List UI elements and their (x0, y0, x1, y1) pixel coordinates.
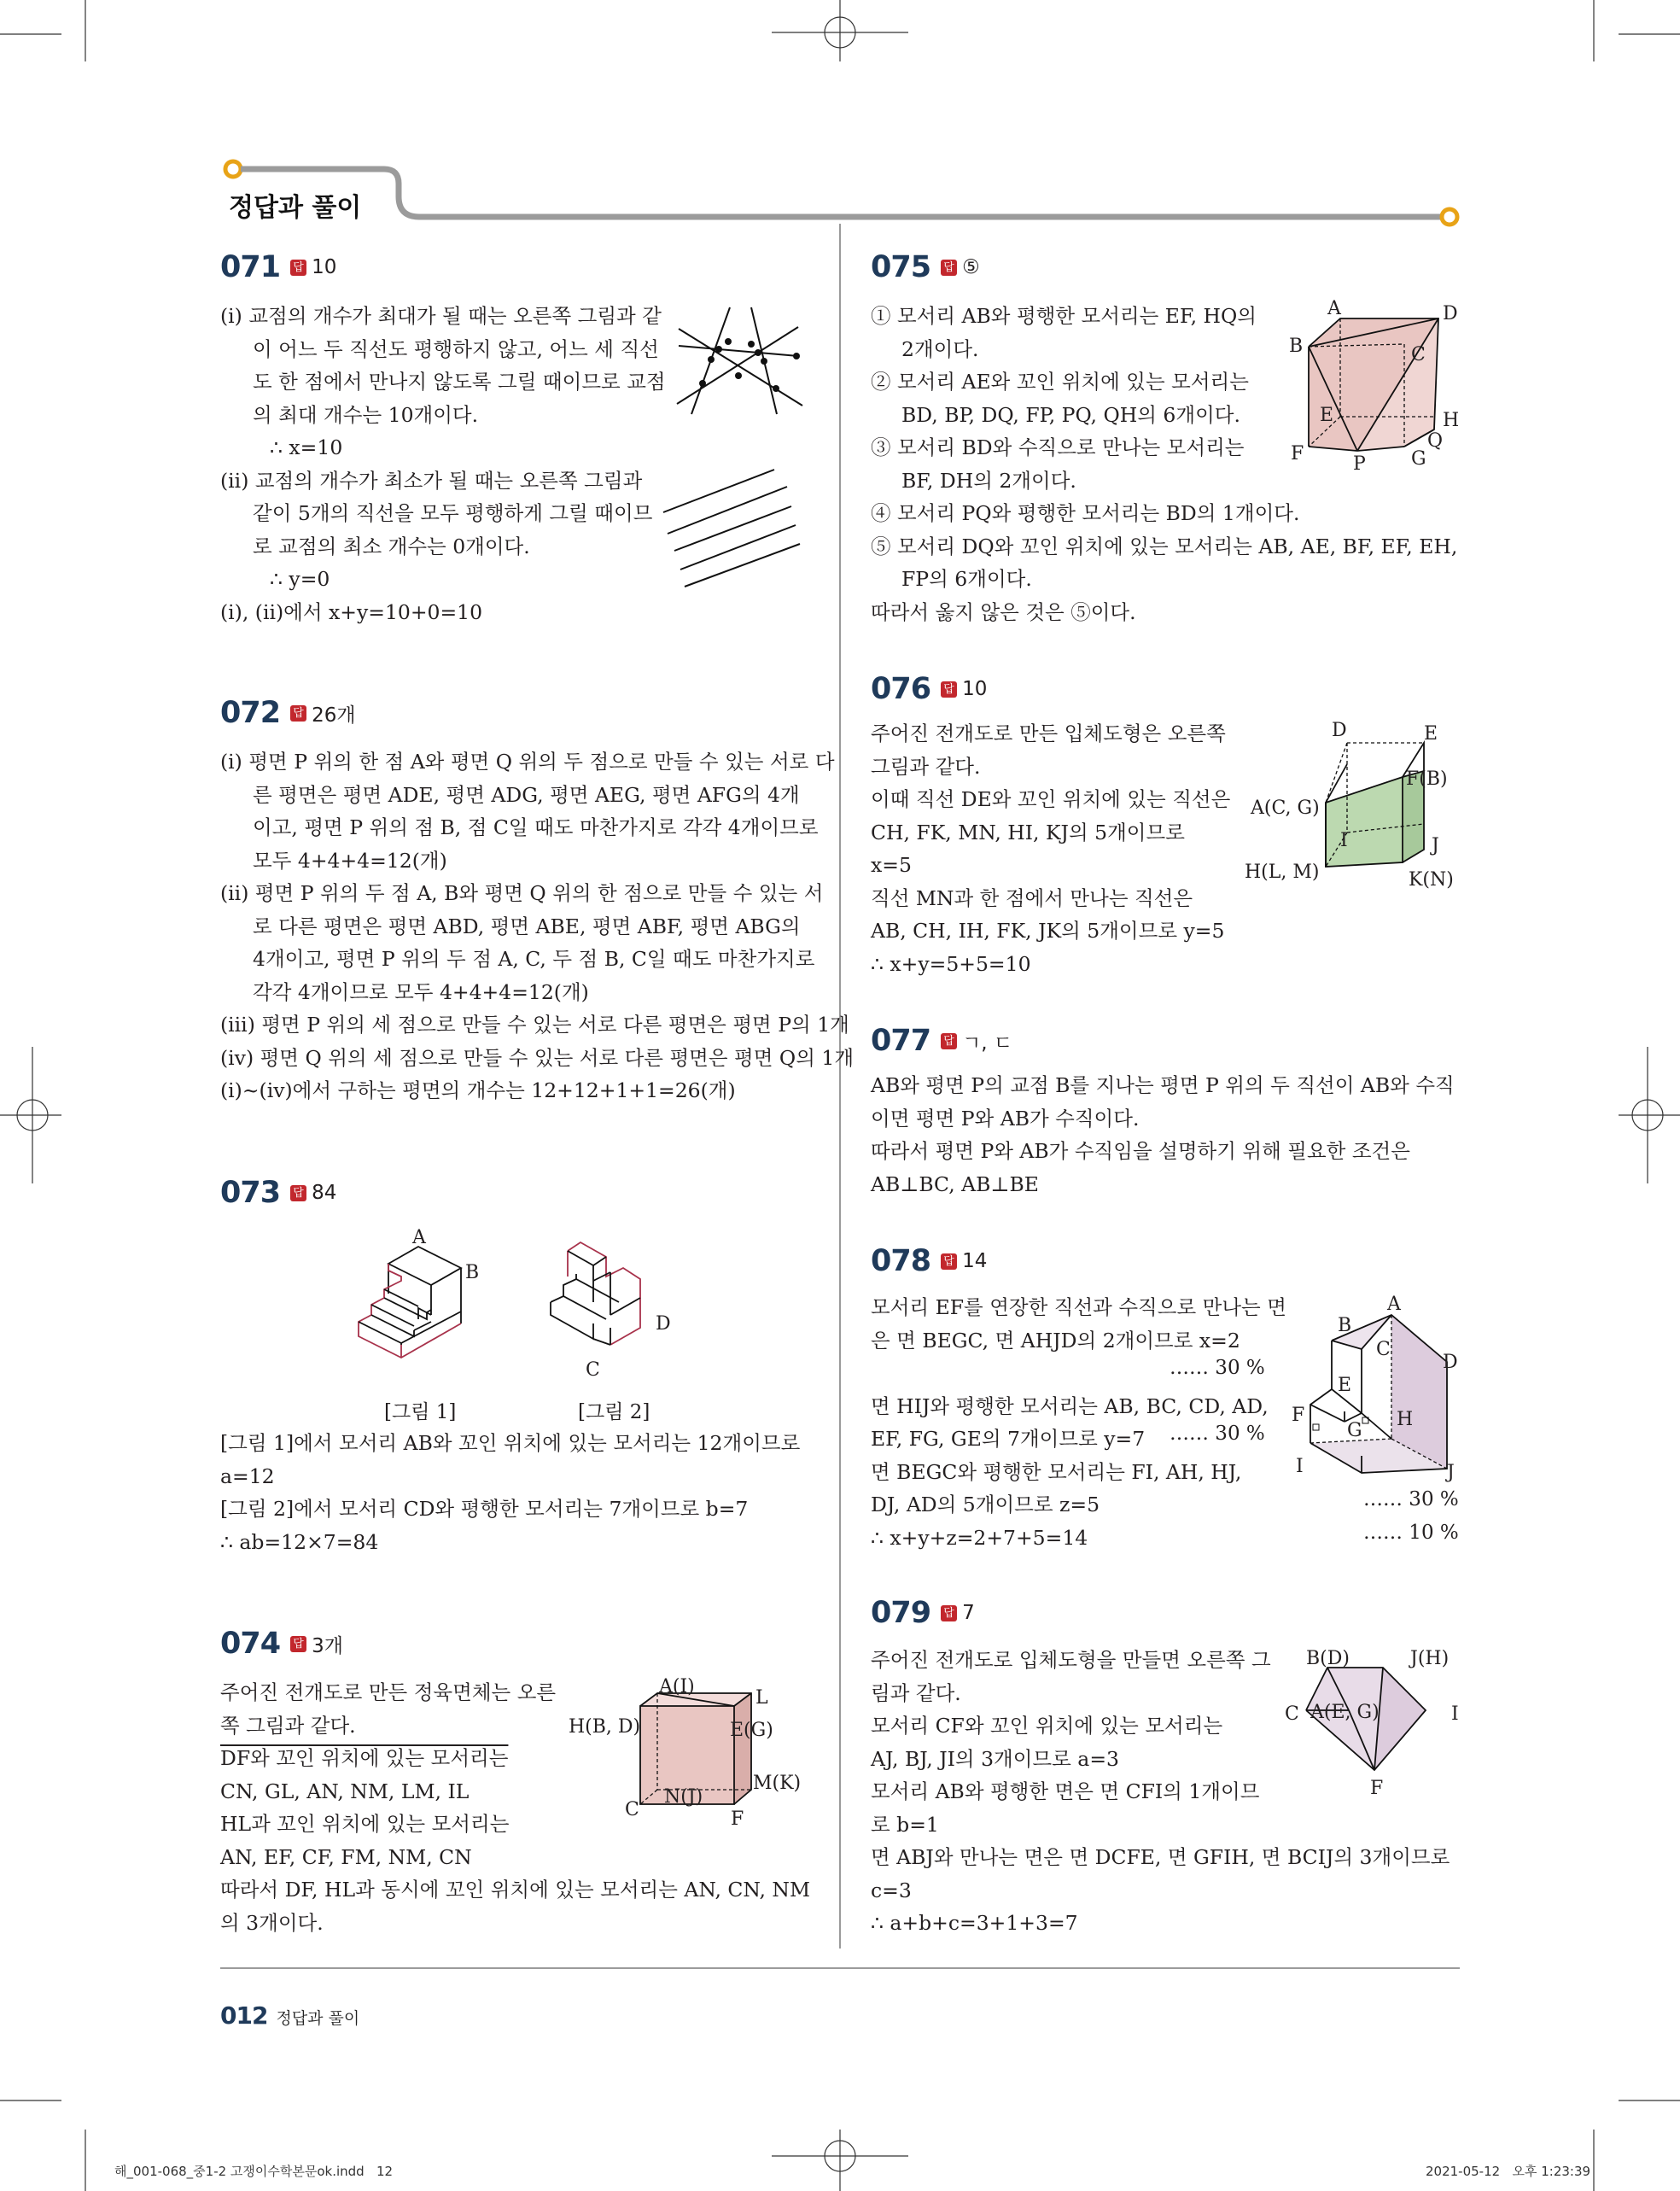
q078-answer: 14 (962, 1250, 988, 1272)
text-line: 은 면 BEGC, 면 AHJD의 2개이므로 x=2 (871, 1328, 1240, 1353)
q076-label-e: E (1424, 723, 1438, 745)
text-line: ④ 모서리 PQ와 평행한 모서리는 BD의 1개이다. (871, 501, 1300, 525)
text-line: [그림 2]에서 모서리 CD와 평행한 모서리는 7개이므로 b=7 (220, 1497, 749, 1521)
answer-badge: 답 (941, 1033, 957, 1049)
q077-answer: ㄱ, ㄷ (962, 1031, 1013, 1055)
q078-label-i: I (1296, 1456, 1304, 1477)
q074-label-mk: M(K) (753, 1773, 802, 1794)
text-line: 면 HIJ와 평행한 모서리는 AB, BC, CD, AD, (871, 1393, 1269, 1418)
q071-number: 071 (220, 250, 281, 284)
text-line: AJ, BJ, JI의 3개이므로 a=3 (871, 1746, 1119, 1771)
text-line: c=3 (871, 1878, 912, 1902)
q079-solid-figure (1302, 1663, 1447, 1783)
q074-label-nj: N(J) (664, 1786, 703, 1808)
q076-header (871, 670, 987, 708)
q079-label-i: I (1451, 1703, 1459, 1725)
text-line: (ⅰ) 평면 P 위의 한 점 A와 평면 Q 위의 두 점으로 만들 수 있는 서로 다 (220, 750, 835, 774)
page-footer-label: 정답과 풀이 (276, 2009, 360, 2028)
answer-badge: 답 (290, 1636, 306, 1652)
q073-body (220, 1427, 800, 1558)
text-line: CN, GL, AN, NM, LM, IL (220, 1779, 470, 1803)
text-line: ③ 모서리 BD와 수직으로 만나는 모서리는 (871, 435, 1245, 459)
text-line: DF와 꼬인 위치에 있는 모서리는 (220, 1746, 509, 1770)
q078-solid-figure (1306, 1311, 1451, 1477)
q073-figure-1 (354, 1230, 499, 1375)
q078-score-1: …… 30 % (1170, 1357, 1265, 1379)
text-line: 각각 4개이므로 모두 4+4+4=12(개) (253, 979, 589, 1004)
text-line: 같이 5개의 직선을 모두 평행하게 그릴 때이므 (253, 501, 653, 525)
answer-badge: 답 (941, 1605, 957, 1621)
q075-label-b: B (1289, 336, 1304, 357)
text-line: ② 모서리 AE와 꼬인 위치에 있는 모서리는 (871, 370, 1249, 394)
q076-label-j: J (1432, 835, 1439, 856)
answer-badge: 답 (941, 1253, 957, 1270)
text-line: ∴ x+y=5+5=10 (871, 951, 1031, 976)
q071-header (220, 248, 336, 286)
q076-prism-figure (1321, 739, 1437, 875)
q073-fig2-caption: [그림 2] (578, 1401, 650, 1423)
q078-label-a: A (1387, 1294, 1401, 1315)
q076-label-i: I (1340, 830, 1348, 851)
q078-label-f: F (1292, 1405, 1305, 1426)
text-line: ① 모서리 AB와 평행한 모서리는 EF, HQ의 (871, 304, 1257, 328)
header-bar (218, 154, 1464, 231)
text-line: a=12 (220, 1464, 275, 1488)
q072-answer: 26개 (312, 704, 356, 727)
text-line: ⑤ 모서리 DQ와 꼬인 위치에 있는 모서리는 AB, AE, BF, EF, EH, (871, 534, 1458, 558)
text-line: 쪽 그림과 같다. (220, 1713, 356, 1738)
q073-fig1-caption: [그림 1] (384, 1401, 457, 1423)
page-footer (220, 2001, 359, 2030)
answer-badge: 답 (290, 260, 306, 276)
text-line: 주어진 전개도로 입체도형을 만들면 오른쪽 그 (871, 1648, 1271, 1672)
q074-label-l: L (755, 1687, 768, 1709)
text-line: 면 ABJ와 만나는 면은 면 DCFE, 면 GFIH, 면 BCIJ의 3개이므로 (871, 1845, 1450, 1869)
text-line: ∴ a+b+c=3+1+3=7 (871, 1911, 1078, 1935)
q072-header (220, 694, 356, 732)
text-line: 로 다른 평면은 평면 ABD, 평면 ABE, 평면 ABF, 평면 ABG의 (253, 914, 801, 938)
text-line: (ⅳ) 평면 Q 위의 세 점으로 만들 수 있는 서로 다른 평면은 평면 Q의 1개 (220, 1045, 855, 1070)
q074-label-f: F (731, 1808, 744, 1830)
answer-badge: 답 (290, 1185, 306, 1201)
text-line: 의 3개이다. (220, 1910, 324, 1935)
text-line: AB와 평면 P의 교점 B를 지나는 평면 P 위의 두 직선이 AB와 수직 (871, 1073, 1455, 1097)
file-slug: 해_001-068_중1-2 고쟁이수학본문ok.indd 12 (114, 2164, 394, 2179)
text-line: (ⅰ)~(ⅳ)에서 구하는 평면의 개수는 12+12+1+1=26(개) (220, 1078, 736, 1102)
text-line: ∴ y=0 (270, 567, 330, 591)
text-line: 따라서 옳지 않은 것은 ⑤이다. (871, 599, 1136, 624)
text-line: DJ, AD의 5개이므로 z=5 (871, 1493, 1100, 1516)
text-line: 모두 4+4+4=12(개) (253, 848, 447, 873)
q073-header (220, 1174, 336, 1212)
q074-label-eg: E(G) (730, 1720, 773, 1741)
q078-header (871, 1242, 987, 1280)
q079-label-aeg: A(E, G) (1310, 1702, 1380, 1723)
text-line: 이 어느 두 직선도 평행하지 않고, 어느 세 직선 (253, 336, 659, 361)
answer-badge: 답 (290, 705, 306, 722)
q075-label-q: Q (1427, 430, 1444, 452)
q073-label-d: D (656, 1313, 671, 1335)
q078-label-j: J (1447, 1462, 1455, 1483)
text-line: 그림과 같다. (871, 754, 981, 779)
q078-label-c: C (1376, 1339, 1391, 1360)
q076-body (871, 717, 1230, 980)
text-line: (ⅰ) 교점의 개수가 최대가 될 때는 오른쪽 그림과 같 (220, 304, 662, 328)
q073-label-c: C (586, 1359, 600, 1381)
text-line: 모서리 CF와 꼬인 위치에 있는 모서리는 (871, 1714, 1223, 1738)
text-line: 직선 MN과 한 점에서 만나는 직선은 (871, 885, 1193, 910)
text-line: EF, FG, GE의 7개이므로 y=7 (871, 1427, 1146, 1451)
q076-label-d: D (1332, 720, 1347, 741)
text-line: AN, EF, CF, FM, NM, CN (220, 1844, 472, 1869)
q074-number: 074 (220, 1627, 281, 1661)
text-line: ∴ x+y+z=2+7+5=14 (871, 1525, 1088, 1550)
q078-number: 078 (871, 1244, 931, 1278)
text-line: CH, FK, MN, HI, KJ의 5개이므로 (871, 820, 1185, 844)
text-line: AB, CH, IH, FK, JK의 5개이므로 y=5 (871, 919, 1225, 943)
text-line: 의 최대 개수는 10개이다. (253, 402, 479, 427)
q071-answer: 10 (312, 256, 337, 278)
text-line: 로 b=1 (871, 1812, 939, 1837)
q076-label-fb: F(B) (1406, 768, 1448, 790)
text-line: 따라서 평면 P와 AB가 수직임을 설명하기 위해 필요한 조건은 (871, 1139, 1410, 1163)
q075-header (871, 248, 980, 286)
q078-score-3: …… 30 % (1363, 1488, 1459, 1510)
text-line: (ⅰ), (ⅱ)에서 x+y=10+0=10 (220, 599, 483, 624)
q079-label-jh: J(H) (1410, 1648, 1450, 1669)
text-line: (ⅲ) 평면 P 위의 세 점으로 만들 수 있는 서로 다른 평면은 평면 P의 1개 (220, 1013, 849, 1037)
q075-label-a: A (1327, 298, 1341, 319)
text-line: 이때 직선 DE와 꼬인 위치에 있는 직선은 (871, 787, 1231, 811)
q074-label-hbd: H(B, D) (569, 1716, 641, 1738)
text-line: 른 평면은 평면 ADE, 평면 ADG, 평면 AEG, 평면 AFG의 4개 (253, 782, 800, 807)
q076-label-acg: A(C, G) (1251, 798, 1320, 819)
q079-number: 079 (871, 1596, 931, 1630)
q073-figure-2 (542, 1230, 670, 1366)
q079-answer: 7 (962, 1602, 975, 1624)
q076-number: 076 (871, 672, 931, 706)
q078-score-2: …… 30 % (1170, 1423, 1265, 1445)
q073-label-a: A (412, 1227, 426, 1248)
text-line: 따라서 DF, HL과 동시에 꼬인 위치에 있는 모서리는 AN, CN, NM (220, 1878, 811, 1902)
text-line: 4개이고, 평면 P 위의 두 점 A, C, 두 점 B, C일 때도 마찬가지로 (253, 947, 815, 971)
text-line: [그림 1]에서 모서리 AB와 꼬인 위치에 있는 모서리는 12개이므로 (220, 1431, 801, 1455)
text-line: x=5 (871, 853, 912, 877)
text-line: 주어진 전개도로 만든 입체도형은 오른쪽 (871, 722, 1226, 745)
q078-label-e: E (1338, 1375, 1352, 1396)
q071-parallel-lines-figure (659, 465, 804, 589)
text-line: 도 한 점에서 만나지 않도록 그릴 때이므로 교점 (253, 370, 666, 394)
text-line: BD, BP, DQ, FP, PQ, QH의 6개이다. (901, 402, 1240, 427)
text-line: 로 교점의 최소 개수는 0개이다. (253, 534, 530, 558)
q075-label-d: D (1443, 303, 1458, 324)
text-line: BF, DH의 2개이다. (901, 468, 1076, 493)
q075-label-p: P (1353, 453, 1366, 475)
text-line: 주어진 전개도로 만든 정육면체는 오른 (220, 1680, 557, 1704)
q078-label-h: H (1397, 1409, 1414, 1430)
q079-header (871, 1594, 975, 1632)
q071-star-figure (670, 303, 807, 418)
q073-number: 073 (220, 1176, 281, 1210)
q077-body (871, 1069, 1455, 1201)
q075-label-c: C (1411, 344, 1426, 365)
q079-label-c: C (1285, 1703, 1299, 1725)
q078-label-b: B (1338, 1315, 1352, 1336)
text-line: 2개이다. (901, 336, 979, 361)
page-number: 012 (220, 2001, 268, 2030)
q076-label-kn: K(N) (1409, 869, 1454, 891)
text-line: 면 BEGC와 평행한 모서리는 FI, AH, HJ, (871, 1459, 1242, 1484)
q078-label-d: D (1443, 1352, 1458, 1373)
answer-badge: 답 (941, 260, 957, 276)
text-line: 모서리 EF를 연장한 직선과 수직으로 만나는 면 (871, 1295, 1286, 1319)
text-line: 이면 평면 P와 AB가 수직이다. (871, 1106, 1140, 1131)
q079-label-bd: B(D) (1306, 1648, 1350, 1669)
text-line: AB⊥BC, AB⊥BE (871, 1171, 1039, 1196)
q079-label-f: F (1370, 1778, 1384, 1799)
q075-answer: ⑤ (962, 256, 980, 278)
q075-label-h: H (1443, 410, 1460, 431)
q075-label-g: G (1411, 448, 1426, 470)
page-title: 정답과 풀이 (229, 193, 362, 223)
text-line: 이고, 평면 P 위의 점 B, 점 C일 때도 마찬가지로 각각 4개이므로 (253, 815, 819, 839)
q075-number: 075 (871, 250, 931, 284)
q075-label-f: F (1291, 443, 1304, 464)
text-line: (ⅱ) 교점의 개수가 최소가 될 때는 오른쪽 그림과 (220, 468, 643, 493)
text-line: ∴ ab=12×7=84 (220, 1529, 379, 1554)
text-line: 림과 같다. (871, 1680, 961, 1705)
q076-answer: 10 (962, 678, 988, 700)
answer-badge: 답 (941, 681, 957, 698)
text-line: ∴ x=10 (270, 435, 343, 459)
q072-number: 072 (220, 696, 281, 730)
q076-label-hlm: H(L, M) (1245, 862, 1320, 883)
q071-body (220, 300, 666, 628)
q074-answer: 3개 (312, 1634, 343, 1657)
q073-label-b: B (465, 1262, 480, 1283)
q074-header (220, 1625, 343, 1662)
q077-number: 077 (871, 1024, 931, 1058)
q078-score-4: …… 10 % (1363, 1522, 1459, 1544)
print-timestamp: 2021-05-12 오후 1:23:39 (1426, 2164, 1591, 2179)
q074-label-ai: A(I) (659, 1676, 695, 1697)
text-line: HL과 꼬인 위치에 있는 모서리는 (220, 1812, 510, 1836)
q072-body (220, 745, 854, 1107)
q075-label-e: E (1320, 405, 1334, 426)
bottom-rule (220, 1967, 1460, 1969)
q073-answer: 84 (312, 1182, 337, 1204)
q078-label-g: G (1347, 1420, 1362, 1441)
text-line: FP의 6개이다. (901, 567, 1032, 591)
q077-header (871, 1022, 1012, 1060)
text-line: (ⅱ) 평면 P 위의 두 점 A, B와 평면 Q 위의 한 점으로 만들 수 있는 서 (220, 881, 824, 905)
q074-label-c: C (625, 1799, 639, 1820)
text-line: 모서리 AB와 평행한 면은 면 CFI의 1개이므 (871, 1779, 1260, 1803)
